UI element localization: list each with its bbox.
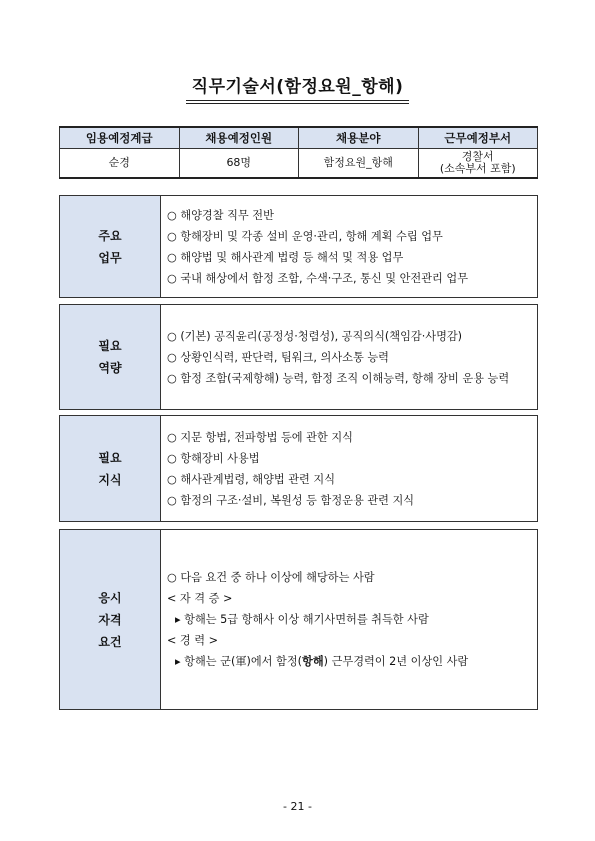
list-item: ○ 해사관계법령, 해양법 관련 지식 — [167, 472, 336, 486]
value-field: 함정요원_항해 — [299, 149, 419, 179]
list-item: ○ 함정 조함(국제항해) 능력, 함정 조직 이해능력, 항해 장비 운용 능력 — [167, 371, 510, 385]
label-line: 응시 — [98, 590, 122, 605]
header-dept: 근무예정부서 — [418, 127, 538, 149]
header-field: 채용분야 — [299, 127, 419, 149]
label-line: 역량 — [98, 361, 122, 375]
label-line: 주요 — [98, 228, 122, 243]
career-heading: < 경 력 > — [167, 634, 219, 647]
section-competency-label — [60, 305, 161, 409]
section-knowledge — [59, 415, 538, 522]
label-line: 필요 — [98, 339, 122, 353]
info-header-row — [60, 127, 538, 149]
value-dept-main: 경찰서 — [461, 150, 494, 163]
section-competency — [59, 304, 538, 410]
career-item-bold: 항해 — [302, 655, 324, 668]
list-item: ○ 상황인식력, 판단력, 팀워크, 의사소통 능력 — [167, 350, 389, 364]
list-item: ○ 함정의 구조·설비, 복원성 등 함정운용 관련 지식 — [167, 493, 415, 507]
list-item: ○ 항해장비 사용법 — [167, 451, 260, 465]
section-knowledge-label — [60, 416, 161, 521]
cert-item: ▸ 항해는 5급 항해사 이상 해기사면허를 취득한 사람 — [175, 613, 429, 626]
section-requirements-label — [60, 530, 161, 709]
section-duties-body — [161, 196, 537, 297]
requirements-intro: ○ 다음 요건 중 하나 이상에 해당하는 사람 — [167, 571, 375, 584]
label-line: 자격 — [98, 612, 122, 627]
header-count: 채용예정인원 — [179, 127, 299, 149]
section-knowledge-body — [161, 416, 537, 521]
section-requirements — [59, 529, 538, 710]
info-table — [59, 126, 538, 179]
section-competency-body — [161, 305, 537, 409]
label-line: 필요 — [98, 450, 122, 465]
career-item — [167, 651, 531, 672]
list-item: ○ 해양법 및 해사관계 법령 등 해석 및 적용 업무 — [167, 250, 404, 264]
list-item: ○ 지문 항법, 전파항법 등에 관한 지식 — [167, 430, 353, 444]
list-item: ○ 해양경찰 직무 전반 — [167, 208, 274, 222]
label-line: 업무 — [98, 250, 122, 265]
info-value-row — [60, 149, 538, 179]
label-line: 지식 — [98, 472, 122, 487]
cert-heading: < 자 격 증 > — [167, 592, 233, 605]
value-rank: 순경 — [60, 149, 180, 179]
header-rank: 임용예정계급 — [60, 127, 180, 149]
value-count: 68명 — [179, 149, 299, 179]
career-item-post: ) 근무경력이 2년 이상인 사람 — [323, 655, 469, 668]
title-wrap — [0, 72, 595, 104]
list-item: ○ 국내 해상에서 함정 조함, 수색·구조, 통신 및 안전관리 업무 — [167, 271, 469, 285]
label-line: 요건 — [98, 634, 122, 649]
value-dept — [418, 149, 538, 179]
section-requirements-body — [161, 530, 537, 709]
list-item: ○ (기본) 공직윤리(공정성·청렴성), 공직의식(책임감·사명감) — [167, 329, 463, 343]
section-duties — [59, 195, 538, 298]
career-item-pre: ▸ 항해는 군(軍)에서 함정( — [175, 655, 303, 668]
list-item: ○ 항해장비 및 각종 설비 운영·관리, 항해 계획 수립 업무 — [167, 229, 443, 243]
section-duties-label — [60, 196, 161, 297]
page-number: - 21 - — [283, 800, 312, 813]
value-dept-sub: (소속부서 포함) — [439, 162, 516, 175]
page-title: 직무기술서(함정요원_항해) — [186, 72, 410, 104]
